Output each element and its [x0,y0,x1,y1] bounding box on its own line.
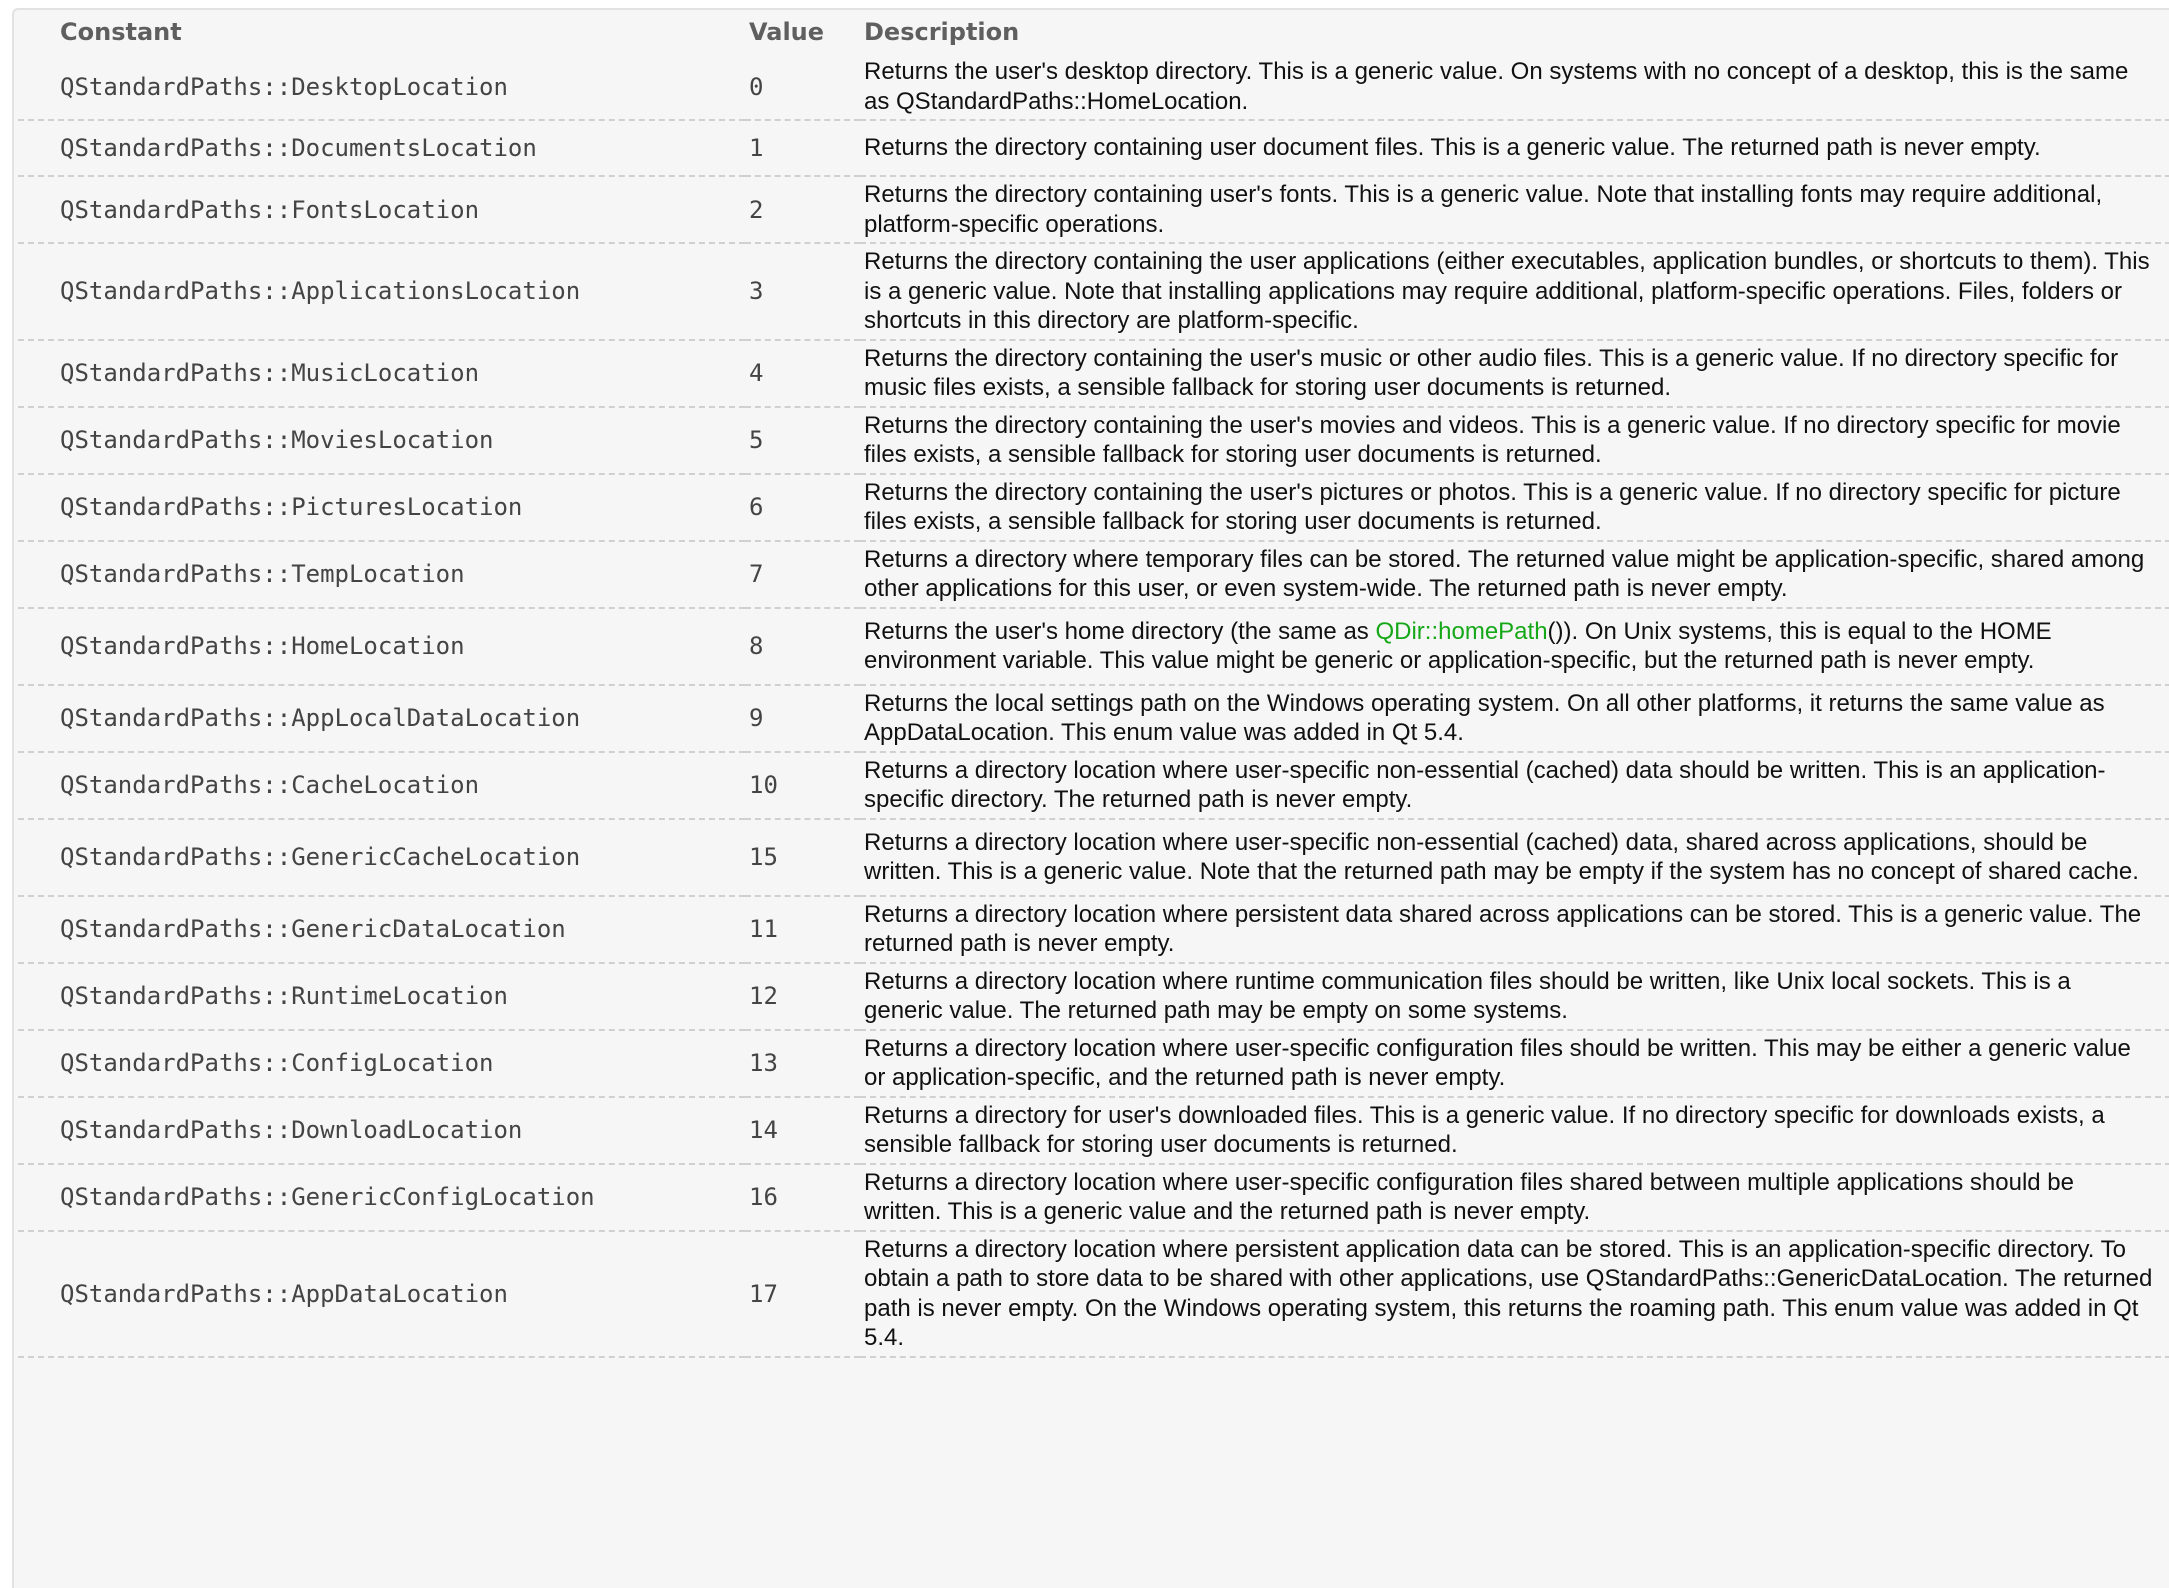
table-row [18,896,2169,963]
table-row [18,407,2169,474]
constant-cell: QStandardPaths::DesktopLocation [18,54,745,120]
constant-cell: QStandardPaths::GenericDataLocation [18,896,745,963]
table-row [18,243,2169,340]
description-cell: Returns a directory location where user-specific configuration files should be written. This may be either a generic value or application-specific, and the returned path is never empty. [860,1030,2169,1097]
description-cell: Returns a directory where temporary files can be stored. The returned value might be application-specific, shared among other applications for this user, or even system-wide. The returned path is never empty. [860,541,2169,608]
description-text: Returns the user's home directory (the same as [864,617,1376,645]
description-cell: Returns the directory containing the user's pictures or photos. This is a generic value. If no directory specific for picture files exists, a sensible fallback for storing user documents is returned. [860,474,2169,541]
value-cell: 2 [745,176,860,243]
table-row [18,685,2169,752]
table-row [18,1097,2169,1164]
constant-cell: QStandardPaths::GenericCacheLocation [18,819,745,896]
description-cell: Returns a directory location where user-specific non-essential (cached) data, shared across applications, should be written. This is a generic value. Note that the returned path may be empty if the system has no concept of shared cache. [860,819,2169,896]
table-row [18,1164,2169,1231]
value-cell: 0 [745,54,860,120]
constant-cell: QStandardPaths::AppDataLocation [18,1231,745,1357]
value-cell: 15 [745,819,860,896]
description-cell [860,608,2169,685]
table-row [18,474,2169,541]
table-row [18,541,2169,608]
table-row [18,752,2169,819]
constant-cell: QStandardPaths::HomeLocation [18,608,745,685]
table-row [18,819,2169,896]
value-cell: 8 [745,608,860,685]
constant-cell: QStandardPaths::MusicLocation [18,340,745,407]
qdir-homepath-link[interactable]: QDir::homePath [1375,617,1548,645]
value-cell: 6 [745,474,860,541]
table-row [18,1231,2169,1357]
enum-values-table-frame [12,8,2169,1588]
header-value: Value [749,18,825,46]
value-cell: 5 [745,407,860,474]
table-row [18,608,2169,685]
description-cell: Returns the directory containing the user applications (either executables, application bundles, or shortcuts to them). This is a generic value. Note that installing applications may require additional, platform-specific operations. Files, folders or shortcuts in this directory are platform-specific. [860,243,2169,340]
description-cell: Returns a directory location where user-specific non-essential (cached) data should be written. This is an application-specific directory. The returned path is never empty. [860,752,2169,819]
enum-values-table [18,10,2169,1358]
constant-cell: QStandardPaths::TempLocation [18,541,745,608]
value-cell: 11 [745,896,860,963]
value-cell: 17 [745,1231,860,1357]
value-cell: 10 [745,752,860,819]
value-cell: 3 [745,243,860,340]
description-cell: Returns a directory location where user-specific configuration files shared between multiple applications should be written. This is a generic value and the returned path is never empty. [860,1164,2169,1231]
value-cell: 7 [745,541,860,608]
description-cell: Returns the local settings path on the Windows operating system. On all other platforms, it returns the same value as AppDataLocation. This enum value was added in Qt 5.4. [860,685,2169,752]
constant-cell: QStandardPaths::GenericConfigLocation [18,1164,745,1231]
description-cell: Returns a directory location where runtime communication files should be written, like Unix local sockets. This is a generic value. The returned path may be empty on some systems. [860,963,2169,1030]
table-row [18,54,2169,120]
value-cell: 14 [745,1097,860,1164]
constant-cell: QStandardPaths::RuntimeLocation [18,963,745,1030]
value-cell: 13 [745,1030,860,1097]
description-cell: Returns a directory for user's downloaded files. This is a generic value. If no directory specific for downloads exists, a sensible fallback for storing user documents is returned. [860,1097,2169,1164]
description-cell: Returns the user's desktop directory. This is a generic value. On systems with no concept of a desktop, this is the same as QStandardPaths::HomeLocation. [860,54,2169,120]
description-text: ()). On Unix systems, this is equal to the HOME environment variable. This value might be generic or application-specific, but the returned path is never empty. [864,617,2052,674]
description-cell: Returns the directory containing the user's movies and videos. This is a generic value. If no directory specific for movie files exists, a sensible fallback for storing user documents is returned. [860,407,2169,474]
table-row [18,1030,2169,1097]
description-cell: Returns a directory location where persistent data shared across applications can be stored. This is a generic value. The returned path is never empty. [860,896,2169,963]
constant-cell: QStandardPaths::DownloadLocation [18,1097,745,1164]
header-description: Description [864,18,1020,46]
value-cell: 4 [745,340,860,407]
table-header-row [18,10,2169,54]
header-constant: Constant [60,18,182,46]
value-cell: 9 [745,685,860,752]
constant-cell: QStandardPaths::DocumentsLocation [18,120,745,176]
constant-cell: QStandardPaths::ApplicationsLocation [18,243,745,340]
constant-cell: QStandardPaths::FontsLocation [18,176,745,243]
constant-cell: QStandardPaths::ConfigLocation [18,1030,745,1097]
table-row [18,176,2169,243]
constant-cell: QStandardPaths::MoviesLocation [18,407,745,474]
constant-cell: QStandardPaths::PicturesLocation [18,474,745,541]
value-cell: 1 [745,120,860,176]
description-cell: Returns the directory containing user document files. This is a generic value. The returned path is never empty. [860,120,2169,176]
table-row [18,340,2169,407]
description-cell: Returns the directory containing the user's music or other audio files. This is a generic value. If no directory specific for music files exists, a sensible fallback for storing user documents is returned. [860,340,2169,407]
value-cell: 12 [745,963,860,1030]
table-row [18,120,2169,176]
table-row [18,963,2169,1030]
constant-cell: QStandardPaths::AppLocalDataLocation [18,685,745,752]
value-cell: 16 [745,1164,860,1231]
description-cell: Returns a directory location where persistent application data can be stored. This is an application-specific directory. To obtain a path to store data to be shared with other applications, use QStandardPaths::GenericDataLocation. The returned path is never empty. On the Windows operating system, this returns the roaming path. This enum value was added in Qt 5.4. [860,1231,2169,1357]
constant-cell: QStandardPaths::CacheLocation [18,752,745,819]
description-cell: Returns the directory containing user's fonts. This is a generic value. Note that installing fonts may require additional, platform-specific operations. [860,176,2169,243]
